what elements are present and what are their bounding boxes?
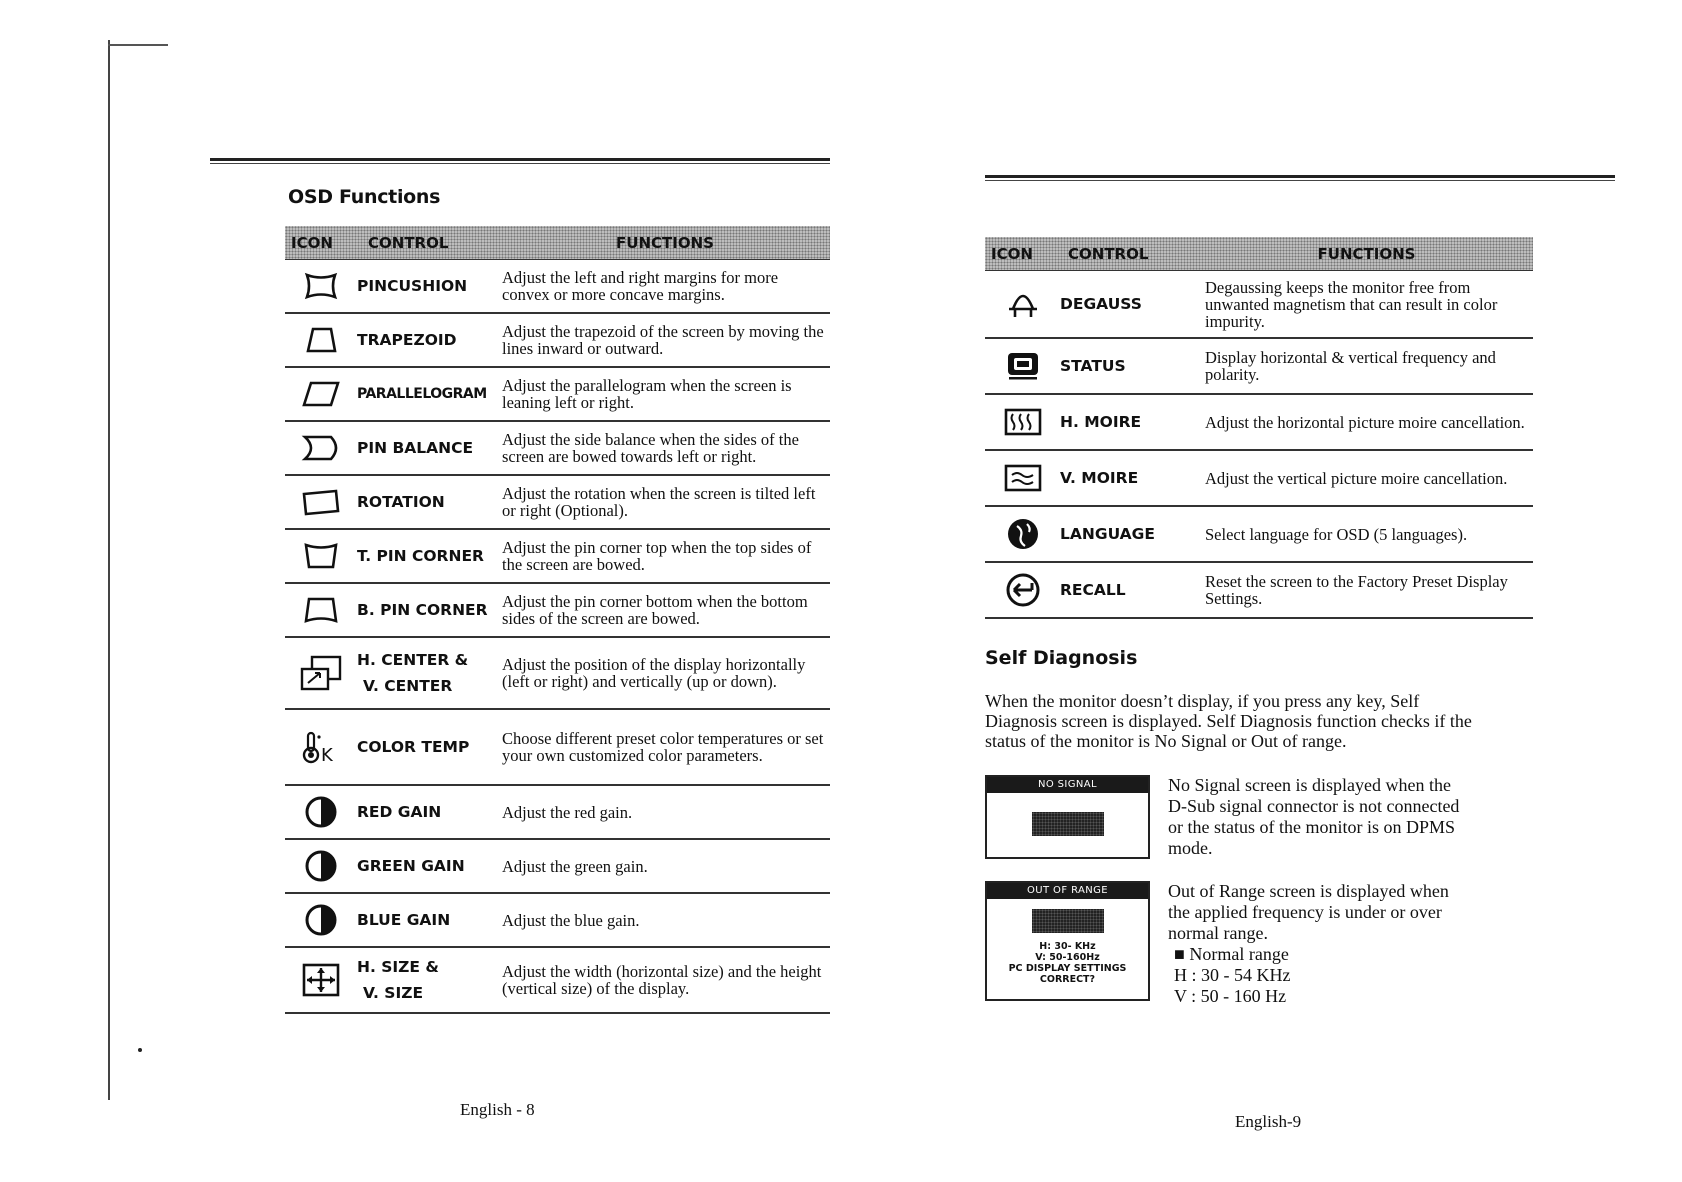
- screen-block: [1032, 909, 1104, 933]
- out-of-range-description: [1168, 881, 1468, 1007]
- screen-line: H: 30- KHz: [1039, 941, 1096, 952]
- binding-tick: [108, 44, 168, 46]
- control-label-group: [357, 954, 502, 1006]
- table-row: [285, 584, 830, 638]
- no-signal-screen-label: NO SIGNAL: [987, 777, 1148, 793]
- function-text: Adjust the vertical picture moire cancellation.: [1205, 468, 1508, 488]
- table-row: [285, 786, 830, 840]
- table-header: [285, 226, 830, 260]
- table-row: [285, 368, 830, 422]
- color-temp-icon: [285, 729, 357, 765]
- rotation-icon: [285, 488, 357, 516]
- no-signal-text: No Signal screen is displayed when the D-Sub signal connector is not connected or the status of the monitor is on DPMS mode.: [1168, 775, 1460, 858]
- trapezoid-icon: [285, 326, 357, 354]
- table-row: [285, 948, 830, 1014]
- pincushion-icon: [285, 272, 357, 300]
- table-row: [285, 314, 830, 368]
- control-label: H. MOIRE: [1060, 413, 1142, 431]
- top-pin-corner-icon: [285, 542, 357, 570]
- function-text: Adjust the width (horizontal size) and the height (vertical size) of the display.: [502, 962, 822, 998]
- function-text: Adjust the pin corner bottom when the bottom sides of the screen are bowed.: [502, 592, 808, 628]
- degauss-icon: [985, 289, 1060, 319]
- table-row: [285, 260, 830, 314]
- table-row: [985, 339, 1533, 395]
- table-row: [285, 476, 830, 530]
- table-row: [285, 530, 830, 584]
- table-row: [285, 894, 830, 948]
- control-label: COLOR TEMP: [357, 738, 470, 756]
- h-moire-icon: [985, 407, 1060, 437]
- osd-table-left: [285, 226, 830, 1014]
- control-label: H. SIZE &: [357, 958, 439, 976]
- screen-line: CORRECT?: [1039, 974, 1096, 985]
- control-label: H. CENTER &: [357, 651, 469, 669]
- function-text: Select language for OSD (5 languages).: [1205, 524, 1468, 544]
- screen-line: V: 50-160Hz: [1035, 952, 1100, 963]
- function-text: Choose different preset color temperatures or set your own customized color parameters.: [502, 729, 824, 765]
- blue-gain-icon: [285, 903, 357, 937]
- control-label: ROTATION: [357, 493, 445, 511]
- function-text: Display horizontal & vertical frequency and polarity.: [1205, 348, 1496, 384]
- page-number-right: English-9: [1235, 1112, 1302, 1131]
- table-row: [285, 638, 830, 710]
- table-row: [985, 563, 1533, 619]
- control-label: RED GAIN: [357, 803, 442, 821]
- function-text: Adjust the parallelogram when the screen is leaning left or right.: [502, 376, 792, 412]
- self-diagnosis-intro: When the monitor doesn’t display, if you press any key, Self Diagnosis screen is displayed. Self Diagnosis function checks if the status of the monitor is No Signal or Out of range.: [985, 691, 1472, 751]
- binding-edge: [108, 40, 110, 1100]
- control-label: LANGUAGE: [1060, 525, 1155, 543]
- control-label: GREEN GAIN: [357, 857, 465, 875]
- function-text: Adjust the side balance when the sides of the screen are bowed towards left or right.: [502, 430, 799, 466]
- svg-text:K: K: [321, 745, 333, 765]
- top-rule: [985, 175, 1615, 181]
- function-text: Degaussing keeps the monitor free from unwanted magnetism that can result in color impurity.: [1205, 277, 1498, 331]
- out-of-range-screen-label: OUT OF RANGE: [987, 883, 1148, 899]
- green-gain-icon: [285, 849, 357, 883]
- table-row: [285, 422, 830, 476]
- section-title: OSD Functions: [288, 186, 441, 208]
- header-functions: FUNCTIONS: [616, 233, 714, 252]
- left-page: [210, 158, 830, 1014]
- control-label-secondary: V. CENTER: [363, 677, 453, 695]
- parallelogram-icon: [285, 380, 357, 408]
- status-icon: [985, 350, 1060, 382]
- no-signal-screen: [985, 775, 1150, 859]
- header-control: CONTROL: [368, 233, 449, 252]
- table-header: [985, 237, 1533, 271]
- self-diagnosis-title: Self Diagnosis: [985, 647, 1138, 669]
- header-icon: ICON: [991, 244, 1033, 263]
- control-label: STATUS: [1060, 357, 1126, 375]
- control-label-group: [357, 647, 502, 699]
- table-row: [985, 507, 1533, 563]
- function-text: Adjust the pin corner top when the top sides of the screen are bowed.: [502, 538, 812, 574]
- header-icon: ICON: [291, 233, 333, 252]
- table-row: [285, 840, 830, 894]
- right-page: [985, 175, 1615, 1007]
- top-rule: [210, 158, 830, 164]
- control-label: PINCUSHION: [357, 277, 468, 295]
- function-text: Adjust the left and right margins for more convex or more concave margins.: [502, 268, 779, 304]
- control-label: RECALL: [1060, 581, 1126, 599]
- no-signal-item: [985, 775, 1615, 859]
- screen-block: [1032, 812, 1104, 836]
- out-of-range-screen: [985, 881, 1150, 1001]
- control-label: B. PIN CORNER: [357, 601, 488, 619]
- function-text: Adjust the red gain.: [502, 802, 633, 822]
- control-label: BLUE GAIN: [357, 911, 451, 929]
- function-text: Adjust the green gain.: [502, 856, 648, 876]
- recall-icon: [985, 572, 1060, 608]
- header-functions: FUNCTIONS: [1317, 244, 1416, 263]
- table-row: [985, 451, 1533, 507]
- header-control: CONTROL: [1068, 244, 1149, 263]
- table-row: [985, 271, 1533, 339]
- v-range: V : 50 - 160 Hz: [1174, 986, 1287, 1006]
- red-gain-icon: [285, 795, 357, 829]
- function-text: Reset the screen to the Factory Preset Display Settings.: [1205, 572, 1508, 608]
- bottom-pin-corner-icon: [285, 596, 357, 624]
- function-text: Adjust the trapezoid of the screen by moving the lines inward or outward.: [502, 322, 824, 358]
- scan-dot: [138, 1048, 142, 1052]
- control-label: DEGAUSS: [1060, 295, 1142, 313]
- out-of-range-text: Out of Range screen is displayed when the applied frequency is under or over normal range.: [1168, 881, 1449, 943]
- table-row: [985, 395, 1533, 451]
- h-range: H : 30 - 54 KHz: [1174, 965, 1291, 985]
- osd-table-right: [985, 237, 1533, 619]
- table-row: [285, 710, 830, 786]
- out-of-range-screen-text: [1009, 941, 1127, 985]
- pin-balance-icon: [285, 434, 357, 462]
- control-label: V. MOIRE: [1060, 469, 1139, 487]
- out-of-range-item: [985, 881, 1615, 1007]
- normal-range-label: ■ Normal range: [1174, 944, 1289, 964]
- function-text: Adjust the rotation when the screen is tilted left or right (Optional).: [502, 484, 816, 520]
- screen-line: PC DISPLAY SETTINGS: [1008, 963, 1127, 974]
- v-moire-icon: [985, 463, 1060, 493]
- language-icon: [985, 516, 1060, 552]
- function-text: Adjust the horizontal picture moire cancellation.: [1205, 412, 1525, 432]
- control-label: TRAPEZOID: [357, 331, 457, 349]
- control-label: PIN BALANCE: [357, 439, 474, 457]
- control-label: T. PIN CORNER: [357, 547, 484, 565]
- control-label-secondary: V. SIZE: [363, 984, 424, 1002]
- function-text: Adjust the blue gain.: [502, 910, 640, 930]
- page-number-left: English - 8: [460, 1100, 535, 1119]
- size-icon: [285, 962, 357, 998]
- control-label: PARALLELOGRAM: [357, 386, 487, 402]
- position-icon: [285, 653, 357, 693]
- function-text: Adjust the position of the display horizontally (left or right) and vertically (up or down).: [502, 655, 806, 691]
